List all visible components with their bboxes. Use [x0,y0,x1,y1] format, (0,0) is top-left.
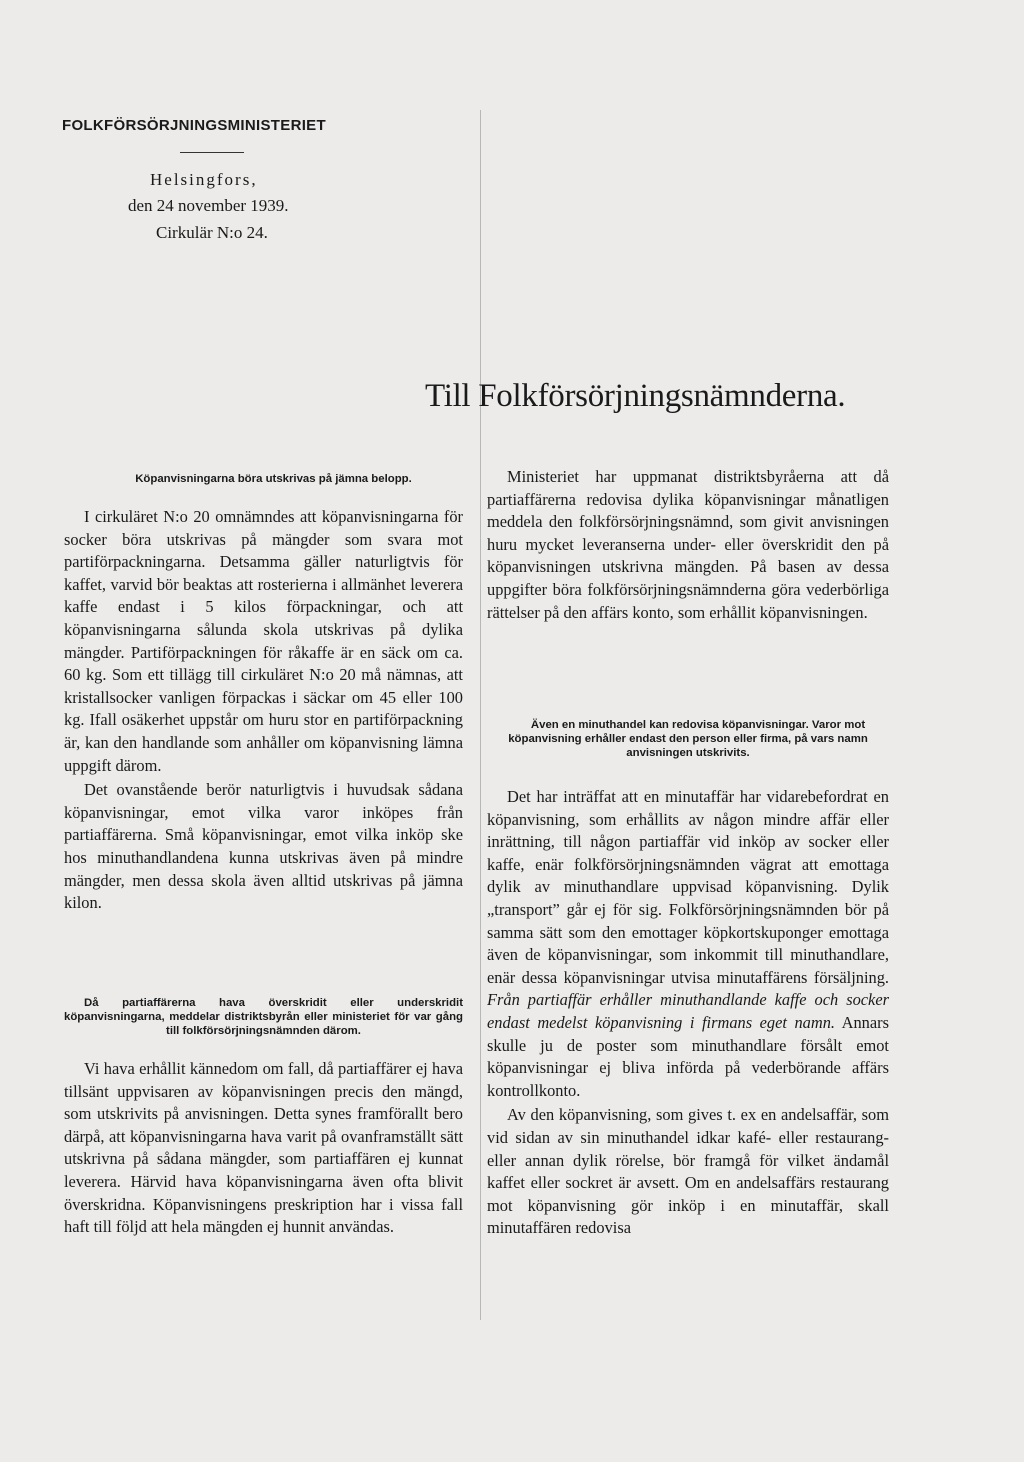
paragraph-retail-forwarding [487,786,889,1102]
paragraph-circular-20: I cirkuläret N:o 20 omnämndes att köpanvisningarna för socker böra utskrivas på mängder som svara mot partiförpackningarna. Detsamma gäller naturligtvis för kaffet, varvid bör beaktas att rosterierna i allmänhet leverera kaffe endast i 5 kilos förpackningar, och att köpanvisningarna sålunda skola utskrivas på dylika mängder. Partiförpackningen för råkaffe är en säck om ca. 60 kg. Som ett tillägg till cirkuläret N:o 20 må nämnas, att kristallsocker vanligen förpackas i säckar om 45 eller 100 kg. Ifall osäkerhet uppstår om huru stor en partiförpackning är, kan den handlande som anhåller om köpanvisning lämna uppgift därom. [64,507,463,775]
paragraph-retail-italic: Från partiaffär erhåller minuthandlande kaffe och socker endast medelst köpanvisning i firmans eget namn. [487,990,889,1032]
date-line: den 24 november 1939. [128,196,289,215]
place-line: Helsingfors, [150,170,258,189]
paragraph-retail-end: Annars skulle ju de poster som minuthandlare försålt emot köpanvisningar ej bliva införda på vederbörande affärs kontrollkonto. [487,1012,889,1100]
paragraph-known-cases: Vi hava erhållit kännedom om fall, då partiaffärer ej hava tillsänt uppvisaren av köpanvisningen precis den mängd, som utskrivits på anvisningen. Detta synes framförallt bero därpå, att köpanvisningarna hava varit på ovanframställt sätt utskrivna på sådana mängder, som partiaffären ej kunnat leverera. Härvid hava köpanvisningarna även ofta blivit överskridna. Köpanvisningens preskription har i vissa fall haft till följd att hela mängden ej hunnit användas. [64,1059,463,1237]
addressee-title: Till Folkförsörjningsnämnderna. [425,378,846,414]
paragraph-cooperative-shop: Av den köpanvisning, som gives t. ex en andelsaffär, som vid sidan av sin minuthandel idkar kafé- eller restaurang- eller annan dylik rörelse, bör framgå för vilket ändamål kaffet eller sockret är avsett. Om en andelsaffärs restaurang mot köpanvisning gör inköp i en minutaffär, skall minutaffären redovisa [487,1105,889,1238]
column-divider [480,110,481,1320]
paragraph-retail-start: Det har inträffat att en minutaffär har vidarebefordrat en köpanvisning, som erhållits av någon mindre affär eller inrättning, till någon partiaffär vid inköp av socker eller kaffe, enär folkförsörjningsnämnden vägrat att emottaga dylik av minuthandlare uppvisad köpanvisning. Dylik „transport” går ej för sig. Folkförsörjningsnämnden bör på samma sätt som den emottager köpkortskuponger emottaga även de köpanvisningar, som inkommit till minuthandlare, enär dessa köpanvisningar utvisa minutaffärens försäljning. [487,787,889,987]
circular-number: Cirkulär N:o 24. [156,223,268,242]
left-column-bottom [64,996,463,1239]
header-rule [180,152,244,153]
section-heading-exceeded: Då partiaffärerna hava överskridit eller underskridit köpanvisningarna, meddelar distriktsbyrån eller ministeriet för var gång till folkförsörjningsnämnden därom. [64,997,463,1037]
section-heading-retail: Även en minuthandel kan redovisa köpanvisningar. Varor mot köpanvisning erhåller endast den person eller firma, på vars namn anvisningen utskrivits. [508,719,868,759]
right-column-top [487,466,889,624]
ministry-name: FOLKFÖRSÖRJNINGSMINISTERIET [62,117,326,134]
paragraph-small-purchases: Det ovanstående berör naturligtvis i huvudsak sådana köpanvisningar, emot vilka varor inköpes från partiaffärerna. Små köpanvisningar, emot vilka inköp ske hos minuthandlandena kunna utskrivas även på mindre mängder, men dessa skola även alltid utskrivas på jämna kilon. [64,780,463,913]
section-heading-even-amounts: Köpanvisningarna böra utskrivas på jämna belopp. [135,473,412,485]
paragraph-ministry-instruction: Ministeriet har uppmanat distriktsbyråerna att då partiaffärerna redovisa dylika köpanvisningar månatligen meddela den folkförsörjningsnämnd, som givit anvisningen huru mycket leveranserna under- eller överskridit den på köpanvisningen utskrivna mängden. På basen av dessa uppgifter böra folkförsörjningsnämnderna göra vederbörliga rättelser på den affärs konto, som erhållit köpanvisningen. [487,467,889,622]
right-column-bottom [487,718,889,1240]
left-column-top [64,472,463,915]
